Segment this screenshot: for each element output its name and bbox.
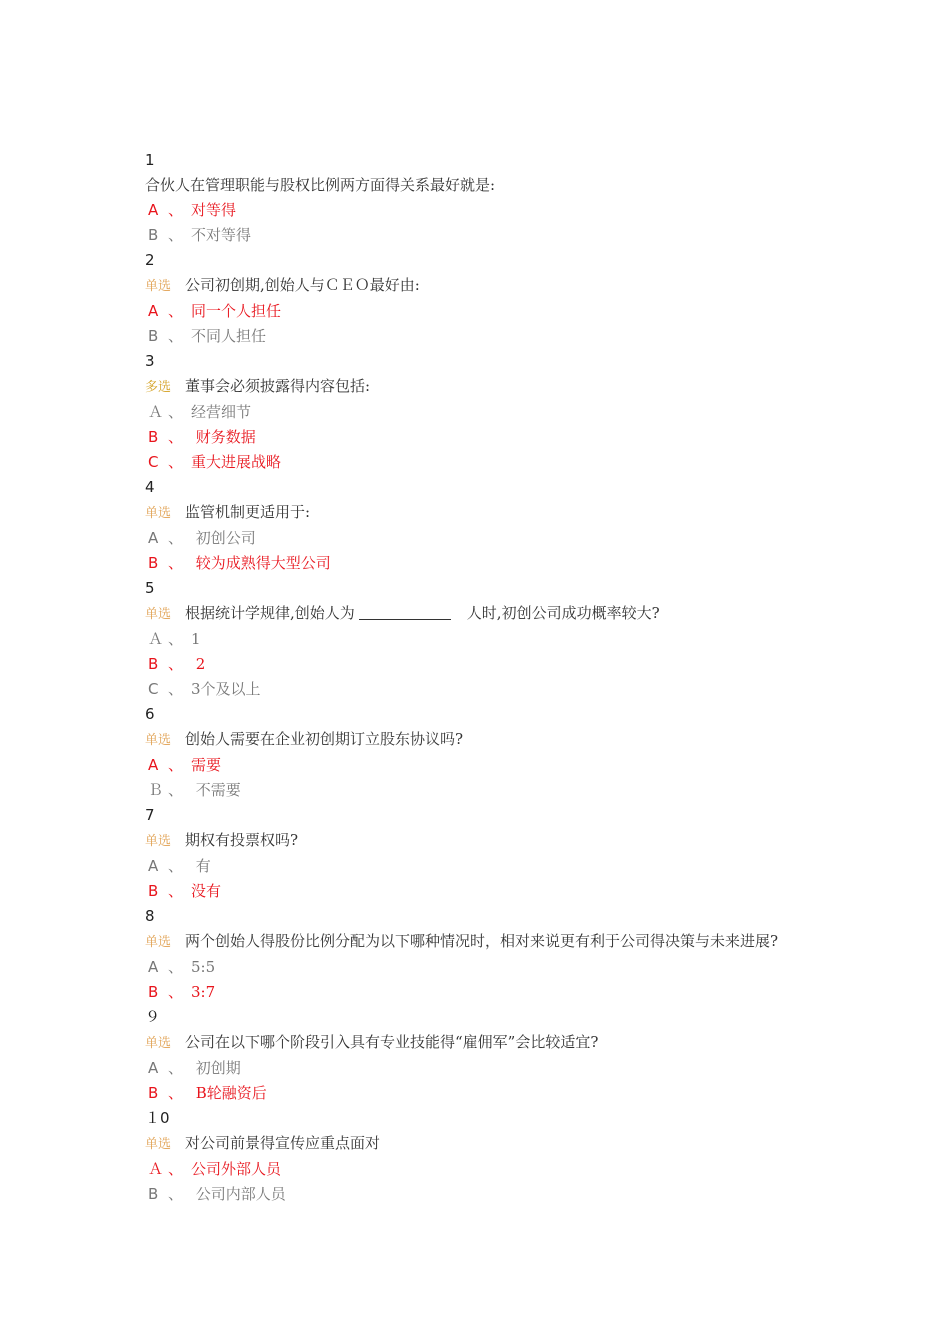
question-3-option-c: C 、 重大进展战略 bbox=[148, 453, 282, 471]
question-type-tag: 单选 bbox=[145, 834, 172, 849]
question-2-number: 2 bbox=[145, 251, 155, 269]
question-2-option-b: B 、 不同人担任 bbox=[148, 327, 267, 345]
question-5-option-a: Ａ 、 1 bbox=[148, 630, 201, 648]
question-type-tag: 单选 bbox=[145, 935, 172, 950]
question-1-number: 1 bbox=[145, 151, 155, 169]
question-6-number: 6 bbox=[145, 705, 155, 723]
question-9-option-a: A 、 初创期 bbox=[148, 1059, 241, 1077]
question-6-text: 单选 创始人需要在企业初创期订立股东协议吗? bbox=[145, 730, 464, 748]
question-3-option-b: B 、 财务数据 bbox=[148, 428, 256, 446]
question-10-option-b: B 、 公司内部人员 bbox=[148, 1185, 286, 1203]
question-7-option-b: B 、 没有 bbox=[148, 882, 222, 900]
question-3-option-a: Ａ 、 经营细节 bbox=[148, 403, 252, 421]
question-2-text: 单选 公司初创期,创始人与ＣＥＯ最好由: bbox=[145, 276, 420, 294]
question-10-option-a: Ａ 、 公司外部人员 bbox=[148, 1160, 282, 1178]
question-7-option-a: A 、 有 bbox=[148, 857, 211, 875]
question-8-option-b: B 、 3:7 bbox=[148, 983, 216, 1001]
question-5-text: 单选 根据统计学规律,创始人为 人时,初创公司成功概率较大? bbox=[145, 604, 660, 622]
question-1-text: 合伙人在管理职能与股权比例两方面得关系最好就是: bbox=[145, 176, 496, 194]
question-6-option-a: A 、 需要 bbox=[148, 756, 222, 774]
question-5-option-b: B 、 2 bbox=[148, 655, 206, 673]
question-9-number: ９ bbox=[145, 1008, 161, 1026]
quiz-document bbox=[145, 148, 825, 1207]
question-8-text: 单选 两个创始人得股份比例分配为以下哪种情况时，相对来说更有利于公司得决策与未来进展? bbox=[145, 932, 779, 950]
question-10-text: 单选 对公司前景得宣传应重点面对 bbox=[145, 1134, 381, 1152]
question-10-number: １0 bbox=[145, 1109, 170, 1127]
question-7-number: 7 bbox=[145, 806, 155, 824]
question-4-text: 单选 监管机制更适用于: bbox=[145, 503, 311, 521]
question-type-tag: 多选 bbox=[145, 380, 172, 395]
question-1-option-a: A 、 对等得 bbox=[148, 201, 237, 219]
question-type-tag: 单选 bbox=[145, 1137, 172, 1152]
question-4-option-a: A 、 初创公司 bbox=[148, 529, 256, 547]
question-8-number: 8 bbox=[145, 907, 155, 925]
question-type-tag: 单选 bbox=[145, 607, 172, 622]
question-1-option-b: B 、 不对等得 bbox=[148, 226, 252, 244]
question-5-number: 5 bbox=[145, 579, 155, 597]
question-8-option-a: A 、 5:5 bbox=[148, 958, 216, 976]
question-9-text: 单选 公司在以下哪个阶段引入具有专业技能得“雇佣军”会比较适宜? bbox=[145, 1033, 599, 1051]
question-type-tag: 单选 bbox=[145, 1036, 172, 1051]
question-7-text: 单选 期权有投票权吗? bbox=[145, 831, 299, 849]
question-2-option-a: A 、 同一个人担任 bbox=[148, 302, 282, 320]
question-4-number: 4 bbox=[145, 478, 155, 496]
fill-in-blank bbox=[359, 603, 451, 620]
question-5-option-c: C 、 3个及以上 bbox=[148, 680, 261, 698]
question-type-tag: 单选 bbox=[145, 733, 172, 748]
question-9-option-b: B 、 B轮融资后 bbox=[148, 1084, 267, 1102]
question-3-text: 多选 董事会必须披露得内容包括: bbox=[145, 377, 371, 395]
question-6-option-b: Ｂ 、 不需要 bbox=[148, 781, 241, 799]
question-4-option-b: B 、 较为成熟得大型公司 bbox=[148, 554, 331, 572]
question-type-tag: 单选 bbox=[145, 279, 172, 294]
question-type-tag: 单选 bbox=[145, 506, 172, 521]
question-3-number: 3 bbox=[145, 352, 155, 370]
